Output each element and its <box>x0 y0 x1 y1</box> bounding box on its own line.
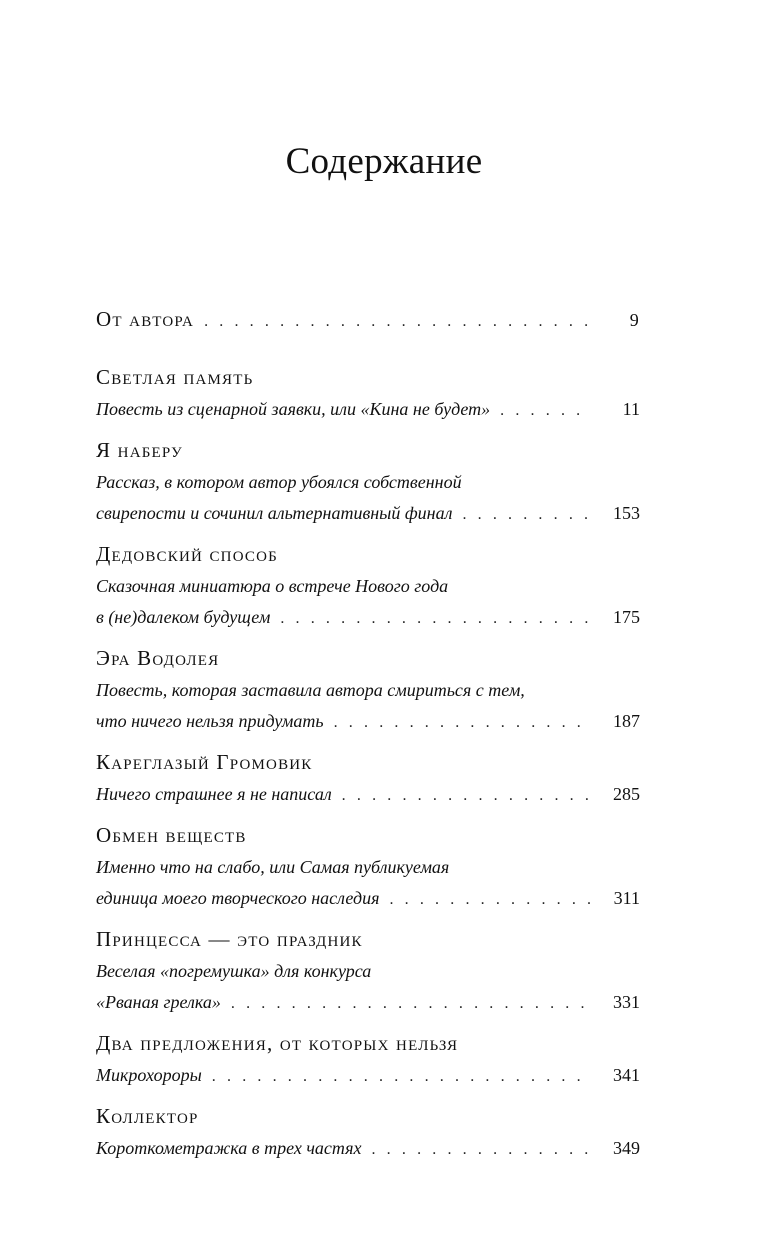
page-number: 175 <box>613 607 640 627</box>
entry-subtitle: единица моего творческого наследия <box>96 888 380 908</box>
toc-entry-dva-predlozheniya <box>96 1026 640 1091</box>
entry-subtitle: свирепости и сочинил альтернативный финал <box>96 503 453 523</box>
dot-leader <box>462 499 592 530</box>
entry-title: Светлая память <box>96 365 254 389</box>
entry-subtitle: Короткометражка в трех частях <box>96 1138 362 1158</box>
toc-entry-svetlaya-pamyat <box>96 360 640 425</box>
toc-line <box>96 467 640 498</box>
dot-leader <box>212 1061 592 1092</box>
entry-subtitle: что ничего нельзя придумать <box>96 711 324 731</box>
toc-line <box>96 394 640 425</box>
entry-title: От автора <box>96 307 195 331</box>
toc-line <box>96 571 640 602</box>
entry-subtitle: Веселая «погремушка» для конкурса <box>96 961 372 981</box>
toc-line <box>96 1133 640 1164</box>
entry-title: Два предложения, от которых нельзя <box>96 1031 459 1055</box>
page-number: 331 <box>613 992 640 1012</box>
toc-line <box>96 300 640 338</box>
dot-leader <box>204 303 592 341</box>
toc-line <box>96 883 640 914</box>
entry-title: Дедовский способ <box>96 542 278 566</box>
dot-leader <box>500 395 592 426</box>
toc-entry-dedovskiy-sposob <box>96 537 640 633</box>
toc-entry-obmen-veshchestv <box>96 818 640 914</box>
entry-subtitle: Именно что на слабо, или Самая публикуемая <box>96 857 450 877</box>
dot-leader <box>231 988 592 1019</box>
entry-title: Кареглазый Громовик <box>96 750 313 774</box>
entry-subtitle: Микрохороры <box>96 1065 202 1085</box>
entry-title: Обмен веществ <box>96 823 247 847</box>
toc-entry-ya-naberu <box>96 433 640 529</box>
page-number: 349 <box>613 1138 640 1158</box>
toc-line <box>96 1060 640 1091</box>
dot-leader <box>334 707 592 738</box>
table-of-contents <box>96 300 640 1164</box>
page-number: 285 <box>613 784 640 804</box>
entry-subtitle: Повесть из сценарной заявки, или «Кина не будет» <box>96 399 491 419</box>
entry-subtitle: Сказочная миниатюра о встрече Нового года <box>96 576 449 596</box>
entry-subtitle: «Рваная грелка» <box>96 992 221 1012</box>
toc-line <box>96 675 640 706</box>
toc-line <box>96 987 640 1018</box>
toc-entry-princessa <box>96 922 640 1018</box>
entry-title: Я наберу <box>96 438 183 462</box>
toc-entry-from-author <box>96 300 640 338</box>
entry-title: Принцесса — это праздник <box>96 927 363 951</box>
page-number: 153 <box>613 503 640 523</box>
toc-line <box>96 779 640 810</box>
toc-line <box>96 852 640 883</box>
toc-line <box>96 602 640 633</box>
page-number: 9 <box>629 310 640 330</box>
entry-subtitle: Повесть, которая заставила автора смириться с тем, <box>96 680 525 700</box>
toc-line <box>96 956 640 987</box>
page-number: 11 <box>622 399 640 419</box>
entry-title: Эра Водолея <box>96 646 220 670</box>
page-title: Содержание <box>285 141 483 182</box>
page-number: 341 <box>613 1065 640 1085</box>
page-number: 187 <box>613 711 640 731</box>
page-number: 311 <box>613 888 640 908</box>
toc-entry-era-vodoleya <box>96 641 640 737</box>
toc-line <box>96 498 640 529</box>
toc-line <box>96 706 640 737</box>
entry-title: Коллектор <box>96 1104 199 1128</box>
entry-subtitle: в (не)далеком будущем <box>96 607 271 627</box>
dot-leader <box>342 780 592 811</box>
entry-subtitle: Рассказ, в котором автор убоялся собственной <box>96 472 462 492</box>
toc-entry-kareglazyy-gromovik <box>96 745 640 810</box>
dot-leader <box>389 884 592 915</box>
entry-subtitle: Ничего страшнее я не написал <box>96 784 332 804</box>
toc-entry-kollektor <box>96 1099 640 1164</box>
dot-leader <box>371 1134 592 1165</box>
dot-leader <box>280 603 592 634</box>
